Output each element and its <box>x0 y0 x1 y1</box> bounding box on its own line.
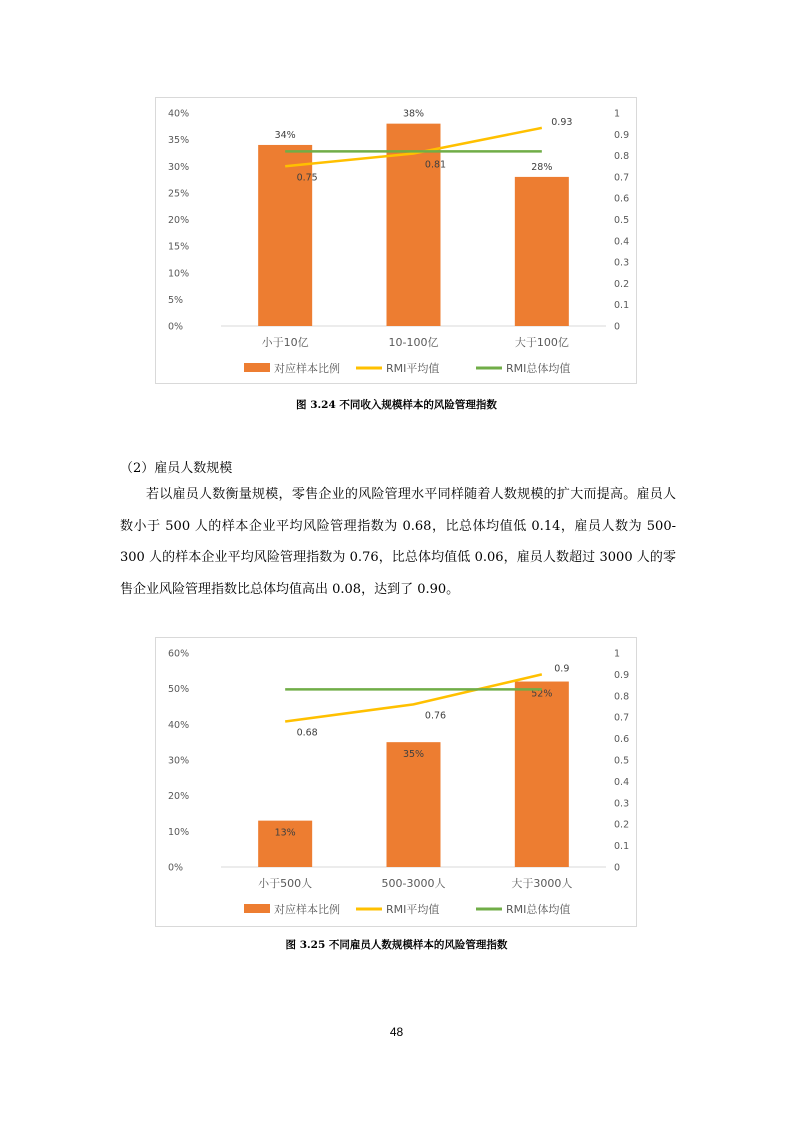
left-axis-tick-label: 10% <box>168 826 190 838</box>
chart1-svg <box>156 98 636 383</box>
line-data-label: 0.76 <box>424 710 447 722</box>
series-line <box>285 674 542 721</box>
right-axis-tick-label: 0.5 <box>614 755 630 767</box>
right-axis-tick-label: 0 <box>614 321 621 333</box>
right-axis-tick-label: 0.2 <box>614 278 630 290</box>
category-label: 小于10亿 <box>261 336 309 349</box>
chart2-svg <box>156 638 636 926</box>
legend-label: RMI平均值 <box>386 903 440 916</box>
bar-data-label: 28% <box>531 161 553 173</box>
left-axis-tick-label: 35% <box>168 135 190 147</box>
section-paragraph: 若以雇员人数衡量规模，零售企业的风险管理水平同样随着人数规模的扩大而提高。雇员人数小于 500 人的样本企业平均风险管理指数为 0.68，比总体均值低 0.14，雇员人数为 500-300 人的样本企业平均风险管理指数为 0.76，比总体均值低 0.06，雇员人数超过 3000 人的零售企业风险管理指数比总体均值高出 0.08，达到了 0.90。 <box>120 487 676 597</box>
category-label: 大于100亿 <box>514 336 569 349</box>
right-axis-tick-label: 0.5 <box>614 215 630 226</box>
left-axis-tick-label: 40% <box>168 719 190 731</box>
left-axis-tick-label: 20% <box>168 791 190 803</box>
left-axis-tick-label: 0% <box>168 862 184 874</box>
legend-label: RMI总体均值 <box>506 903 571 916</box>
chart-employee-scale <box>155 637 637 927</box>
legend-label: RMI平均值 <box>386 362 440 375</box>
bar-data-label: 34% <box>274 129 296 141</box>
category-label: 10-100亿 <box>388 336 439 349</box>
right-axis-tick-label: 0.9 <box>614 129 630 141</box>
right-axis-tick-label: 0.4 <box>614 236 630 248</box>
right-axis-tick-label: 0.1 <box>614 841 630 853</box>
right-axis-tick-label: 0.6 <box>614 734 630 746</box>
left-axis-tick-label: 30% <box>168 161 190 173</box>
left-axis-tick-label: 50% <box>168 684 190 696</box>
left-axis-tick-label: 0% <box>168 321 184 333</box>
legend-label: 对应样本比例 <box>274 362 340 375</box>
right-axis-tick-label: 0.8 <box>614 151 630 163</box>
line-data-label: 0.75 <box>296 172 318 184</box>
bar-data-label: 38% <box>402 108 425 120</box>
right-axis-tick-label: 0 <box>614 862 621 874</box>
category-label: 大于3000人 <box>511 877 573 890</box>
legend-swatch-bar <box>244 363 270 372</box>
left-axis-tick-label: 25% <box>168 188 190 200</box>
line-data-label: 0.93 <box>551 116 573 128</box>
category-label: 小于500人 <box>258 877 313 890</box>
section-heading: （2）雇员人数规模 <box>120 461 233 476</box>
left-axis-tick-label: 60% <box>168 648 190 660</box>
right-axis-tick-label: 0.3 <box>614 257 630 269</box>
left-axis-tick-label: 10% <box>168 268 190 280</box>
bar-data-label: 52% <box>531 688 553 700</box>
right-axis-tick-label: 1 <box>614 648 621 660</box>
bar-data-label: 13% <box>274 827 296 839</box>
line-data-label: 0.68 <box>296 727 318 739</box>
right-axis-tick-label: 0.2 <box>614 819 630 831</box>
bar <box>387 742 441 867</box>
bar-data-label: 35% <box>402 749 425 761</box>
right-axis-tick-label: 0.6 <box>614 193 630 205</box>
right-axis-tick-label: 0.7 <box>614 172 630 184</box>
left-axis-tick-label: 15% <box>168 241 190 253</box>
figure2-caption: 图 3.25 不同雇员人数规模样本的风险管理指数 <box>285 939 508 951</box>
page-number: 48 <box>389 1025 404 1039</box>
right-axis-tick-label: 0.8 <box>614 691 630 703</box>
bar <box>515 177 569 326</box>
left-axis-tick-label: 30% <box>168 755 190 767</box>
bar <box>515 682 569 867</box>
right-axis-tick-label: 0.7 <box>614 712 630 724</box>
left-axis-tick-label: 40% <box>168 108 190 120</box>
right-axis-tick-label: 1 <box>614 108 621 120</box>
category-label: 500-3000人 <box>381 877 446 890</box>
chart-revenue-scale <box>155 97 637 384</box>
right-axis-tick-label: 0.9 <box>614 669 630 681</box>
section-paragraph-block <box>120 479 676 605</box>
right-axis-tick-label: 0.4 <box>614 776 630 788</box>
right-axis-tick-label: 0.3 <box>614 798 630 810</box>
line-data-label: 0.9 <box>554 663 570 675</box>
legend-label: 对应样本比例 <box>274 903 340 916</box>
figure1-caption: 图 3.24 不同收入规模样本的风险管理指数 <box>296 399 497 411</box>
left-axis-tick-label: 5% <box>168 294 184 306</box>
line-data-label: 0.81 <box>424 159 447 171</box>
left-axis-tick-label: 20% <box>168 215 190 226</box>
legend-swatch-bar <box>244 904 270 913</box>
right-axis-tick-label: 0.1 <box>614 300 630 312</box>
legend-label: RMI总体均值 <box>506 362 571 375</box>
